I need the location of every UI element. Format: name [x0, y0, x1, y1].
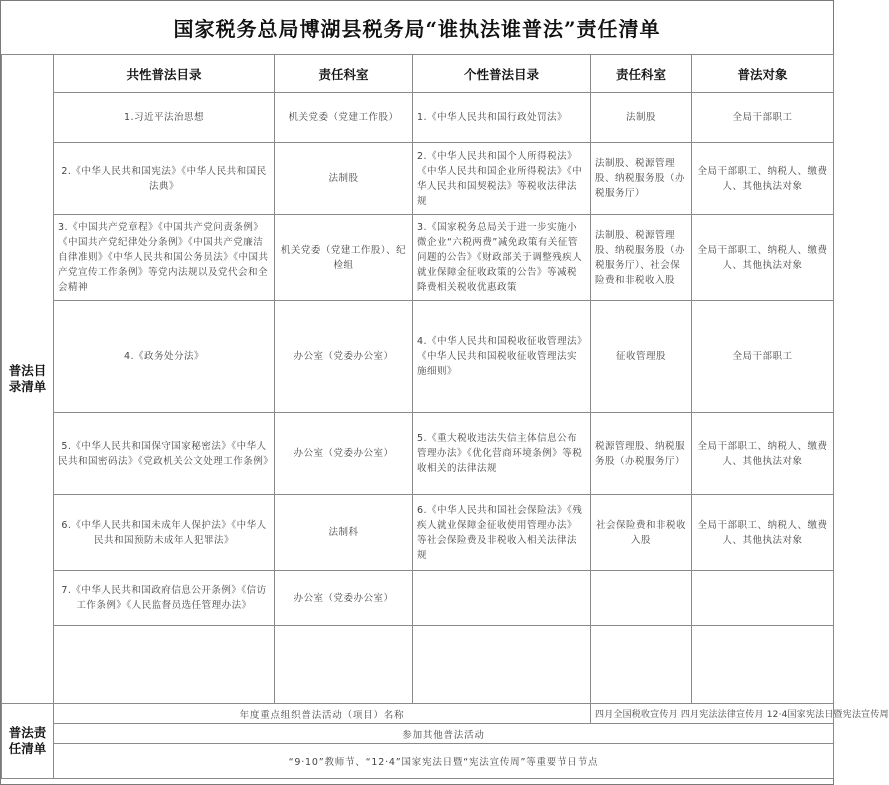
common-dept-cell: 法制股: [275, 143, 413, 215]
specific-dept-cell: 税源管理股、纳税服务股（办税服务厅）: [591, 413, 692, 495]
target-cell: 全局干部职工、纳税人、缴费人、其他执法对象: [692, 413, 834, 495]
table-row: [2, 215, 834, 301]
common-catalog-cell: 5.《中华人民共和国保守国家秘密法》《中华人民共和国密码法》《党政机关公文处理工作条例》: [54, 413, 275, 495]
common-catalog-cell: 6.《中华人民共和国未成年人保护法》《中华人民共和国预防未成年人犯罪法》: [54, 495, 275, 571]
empty-cell: [54, 626, 275, 704]
table-row: [2, 413, 834, 495]
header-specific-dept: 责任科室: [591, 55, 692, 93]
specific-dept-cell: 法制股: [591, 93, 692, 143]
table-row: [2, 93, 834, 143]
specific-dept-cell: 征收管理股: [591, 301, 692, 413]
common-dept-cell: 办公室（党委办公室）: [275, 301, 413, 413]
table-row: [2, 143, 834, 215]
festival-row: [2, 744, 834, 779]
table-row: [2, 495, 834, 571]
header-common-dept: 责任科室: [275, 55, 413, 93]
target-cell: 全局干部职工、纳税人、缴费人、其他执法对象: [692, 215, 834, 301]
common-catalog-cell: 1.习近平法治思想: [54, 93, 275, 143]
other-activity-row: [2, 724, 834, 744]
target-cell: 全局干部职工: [692, 93, 834, 143]
common-catalog-cell: 2.《中华人民共和国宪法》《中华人民共和国民法典》: [54, 143, 275, 215]
section-responsibility-label: [2, 704, 54, 779]
specific-dept-cell: 社会保险费和非税收入股: [591, 495, 692, 571]
empty-cell: [692, 626, 834, 704]
activity-label-cell: 年度重点组织普法活动（项目）名称: [54, 704, 591, 724]
section-catalog-text: 普法目录清单: [8, 363, 47, 394]
target-cell: 全局干部职工: [692, 301, 834, 413]
page-title: 国家税务总局博湖县税务局“谁执法谁普法”责任清单: [1, 1, 833, 55]
target-cell: [692, 571, 834, 626]
specific-catalog-cell: 1.《中华人民共和国行政处罚法》: [413, 93, 591, 143]
empty-row: [2, 626, 834, 704]
activity-row: [2, 704, 834, 724]
target-cell: 全局干部职工、纳税人、缴费人、其他执法对象: [692, 143, 834, 215]
specific-catalog-cell: [413, 571, 591, 626]
common-dept-cell: 办公室（党委办公室）: [275, 413, 413, 495]
common-dept-cell: 办公室（党委办公室）: [275, 571, 413, 626]
empty-cell: [275, 626, 413, 704]
specific-dept-cell: [591, 571, 692, 626]
common-catalog-cell: 7.《中华人民共和国政府信息公开条例》《信访工作条例》《人民监督员选任管理办法》: [54, 571, 275, 626]
festival-cell: “9·10”教师节、“12·4”国家宪法日暨“宪法宣传周”等重要节日节点: [54, 744, 834, 779]
other-activity-cell: 参加其他普法活动: [54, 724, 834, 744]
header-common-catalog: 共性普法目录: [54, 55, 275, 93]
activity-value-cell: 四月全国税收宣传月 四月宪法法律宣传月 12·4国家宪法日暨宪法宣传周: [591, 704, 834, 724]
table-row: [2, 571, 834, 626]
header-row: [2, 55, 834, 93]
target-cell: 全局干部职工、纳税人、缴费人、其他执法对象: [692, 495, 834, 571]
empty-cell: [591, 626, 692, 704]
empty-cell: [413, 626, 591, 704]
responsibility-table: [1, 54, 889, 779]
specific-catalog-cell: 4.《中华人民共和国税收征收管理法》《中华人民共和国税收征收管理法实施细则》: [413, 301, 591, 413]
common-catalog-cell: 4.《政务处分法》: [54, 301, 275, 413]
specific-catalog-cell: 5.《重大税收违法失信主体信息公布管理办法》《优化营商环境条例》等税收相关的法律法规: [413, 413, 591, 495]
common-dept-cell: 机关党委（党建工作股）、纪检组: [275, 215, 413, 301]
specific-dept-cell: 法制股、税源管理股、纳税服务股（办税服务厅）、社会保险费和非税收入股: [591, 215, 692, 301]
specific-catalog-cell: 6.《中华人民共和国社会保险法》《残疾人就业保障金征收使用管理办法》等社会保险费及非税收入相关法律法规: [413, 495, 591, 571]
common-catalog-cell: 3.《中国共产党章程》《中国共产党问责条例》《中国共产党纪律处分条例》《中国共产党廉洁自律准则》《中华人民共和国公务员法》《中国共产党宣传工作条例》等党内法规以及党代会和全会精神: [54, 215, 275, 301]
header-specific-catalog: 个性普法目录: [413, 55, 591, 93]
common-dept-cell: 机关党委（党建工作股）: [275, 93, 413, 143]
section-catalog-label: [2, 55, 54, 704]
table-row: [2, 301, 834, 413]
specific-dept-cell: 法制股、税源管理股、纳税服务股（办税服务厅）: [591, 143, 692, 215]
common-dept-cell: 法制科: [275, 495, 413, 571]
specific-catalog-cell: 2.《中华人民共和国个人所得税法》《中华人民共和国企业所得税法》《中华人民共和国契税法》等税收法律法规: [413, 143, 591, 215]
header-target: 普法对象: [692, 55, 834, 93]
specific-catalog-cell: 3.《国家税务总局关于进一步实施小微企业“六税两费”减免政策有关征管问题的公告》《财政部关于调整残疾人就业保障金征收政策的公告》等减税降费相关税收优惠政策: [413, 215, 591, 301]
section-responsibility-text: 普法责任清单: [8, 725, 47, 756]
